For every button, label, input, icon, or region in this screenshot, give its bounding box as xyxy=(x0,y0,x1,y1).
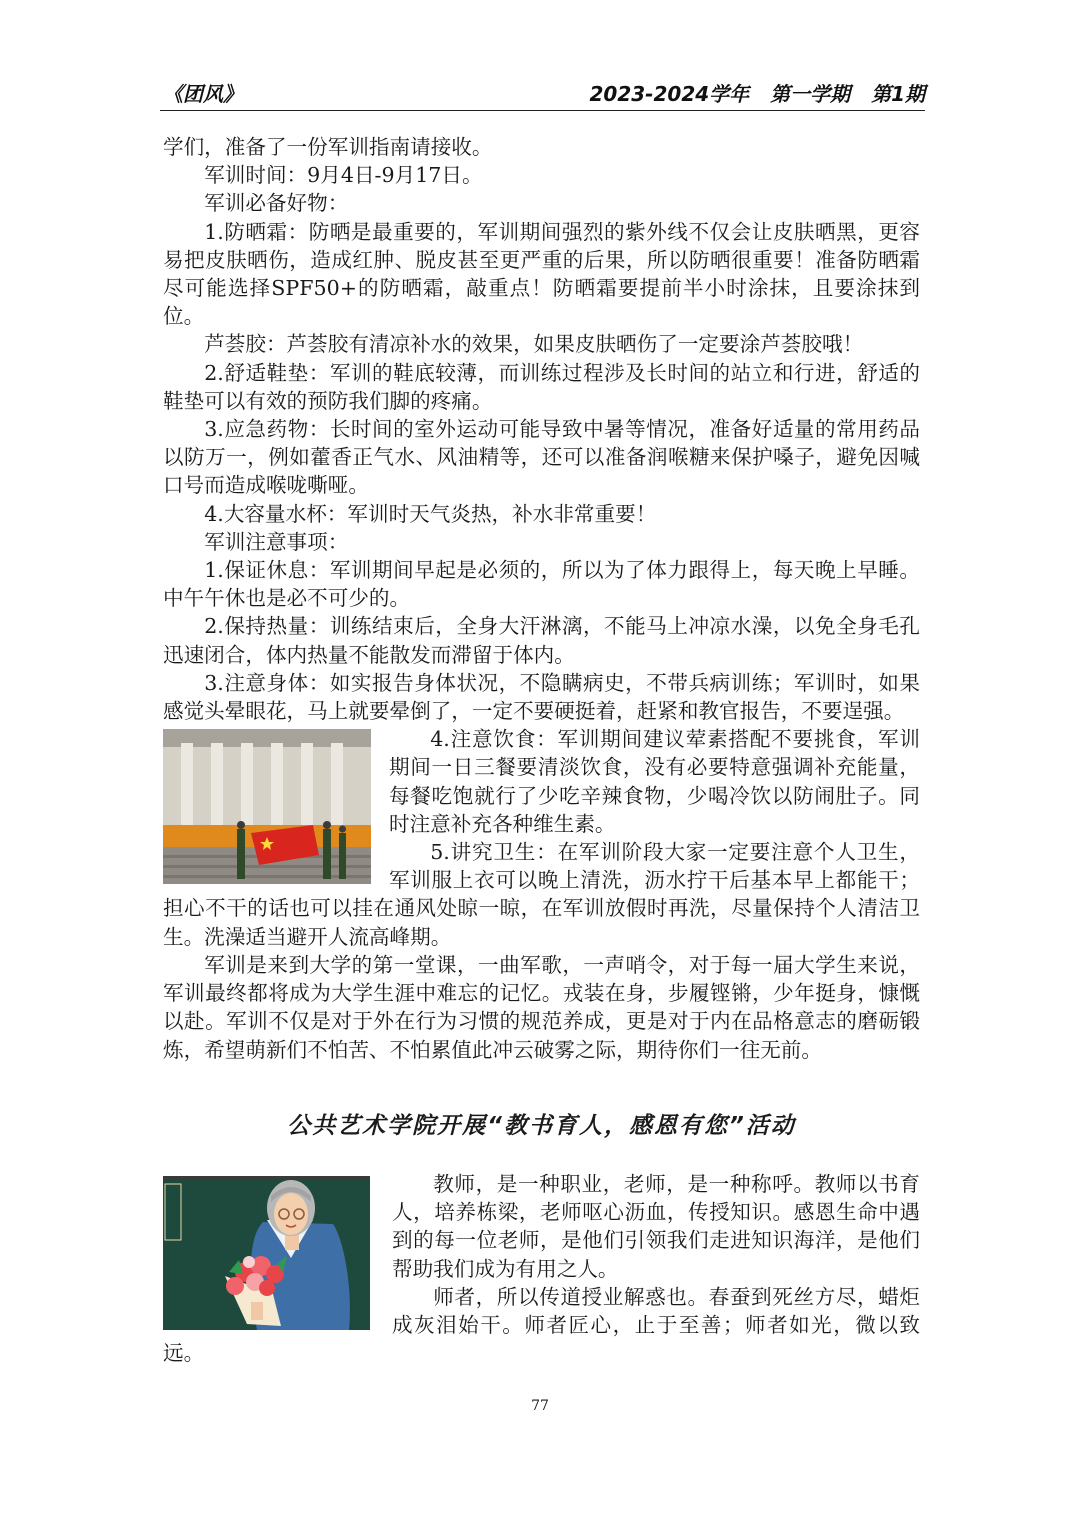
teachers-day-illustration xyxy=(163,1176,370,1330)
journal-title: 《团风》 xyxy=(163,82,243,106)
paragraph: 3.应急药物：长时间的室外运动可能导致中暑等情况，准备好适量的常用药品以防万一，例如藿香正气水、风油精等，还可以准备润喉糖来保护嗓子，避免因喊口号而造成喉咙嘶哑。 xyxy=(163,417,920,498)
paragraph: 1.防晒霜：防晒是最重要的，军训期间强烈的紫外线不仅会让皮肤晒黑，更容易把皮肤晒伤，造成红肿、脱皮甚至更严重的后果，所以防晒很重要！准备防晒霜尽可能选择SPF50+的防晒霜，敲重点！防晒霜要提前半小时涂抹，且要涂抹到位。 xyxy=(163,219,920,329)
paragraph: 2.保持热量：训练结束后，全身大汗淋漓，不能马上冲凉水澡，以免全身毛孔迅速闭合，体内热量不能散发而滞留于体内。 xyxy=(163,614,920,667)
paragraph: 3.注意身体：如实报告身体状况，不隐瞒病史，不带兵病训练；军训时，如果感觉头晕眼花，马上就要晕倒了，一定不要硬挺着，赶紧和教官报告，不要逞强。 xyxy=(163,670,920,724)
paragraph: 芦荟胶：芦荟胶有清凉补水的效果，如果皮肤晒伤了一定要涂芦荟胶哦！ xyxy=(204,332,864,357)
paragraph: 教师，是一种职业，老师，是一种称呼。教师以书育人，培养栋梁，老师呕心沥血，传授知识。感恩生命中遇到的每一位老师，是他们引领我们走进知识海洋，是他们帮助我们成为有用之人。 xyxy=(392,1171,920,1281)
paragraph: 2.舒适鞋垫：军训的鞋底较薄，而训练过程涉及长时间的站立和行进，舒适的鞋垫可以有效的预防我们脚的疼痛。 xyxy=(163,360,920,413)
page-number: 77 xyxy=(531,1398,549,1414)
page-header xyxy=(163,78,925,110)
paragraph: 4.大容量水杯：军训时天气炎热，补水非常重要！ xyxy=(204,501,657,526)
paragraph: 师者，所以传道授业解惑也。春蚕到死丝方尽，蜡炬成灰泪始干。师者匠心，止于至善；师者如光，微以致远。 xyxy=(163,1284,920,1366)
issue-info: 2023-2024学年 第一学期 第1期 xyxy=(589,82,925,106)
paragraph: 军训是来到大学的第一堂课，一曲军歌，一声哨令，对于每一届大学生来说，军训最终都将成为大学生涯中难忘的记忆。戎装在身，步履铿锵，少年挺身，慷慨以赴。军训不仅是对于外在行为习惯的规范养成，更是对于内在品格意志的磨砺锻炼，希望萌新们不怕苦、不怕累值此冲云破雾之际，期待你们一往无前。 xyxy=(163,952,920,1062)
flag-ceremony-photo xyxy=(163,729,371,884)
paragraph: 学们，准备了一份军训指南请接收。 xyxy=(163,135,493,159)
paragraph: 4.注意饮食：军训期间建议荤素搭配不要挑食，军训期间一日三餐要清淡饮食，没有必要特意强调补充能量，每餐吃饱就行了少吃辛辣食物，少喝冷饮以防闹肚子。同时注意补充各种维生素。 xyxy=(389,727,920,836)
article-title: 公共艺术学院开展“教书育人，感恩有您”活动 xyxy=(287,1112,796,1139)
page-body xyxy=(163,133,920,1367)
paragraph: 5.讲究卫生：在军训阶段大家一定要注意个人卫生，军训服上衣可以晚上清洗，沥水拧干后基本早上都能干；担心不干的话也可以挂在通风处晾一晾，在军训放假时再洗，尽量保持个人清洁卫生。洗澡适当避开人流高峰期。 xyxy=(163,840,920,949)
paragraph: 军训时间：9月4日-9月17日。 xyxy=(204,163,483,188)
paragraph: 军训必备好物： xyxy=(204,191,349,216)
paragraph: 军训注意事项： xyxy=(204,529,349,554)
paragraph: 1.保证休息：军训期间早起是必须的，所以为了体力跟得上，每天晚上早睡。中午午休也是必不可少的。 xyxy=(163,558,920,611)
header-rule xyxy=(160,110,925,111)
